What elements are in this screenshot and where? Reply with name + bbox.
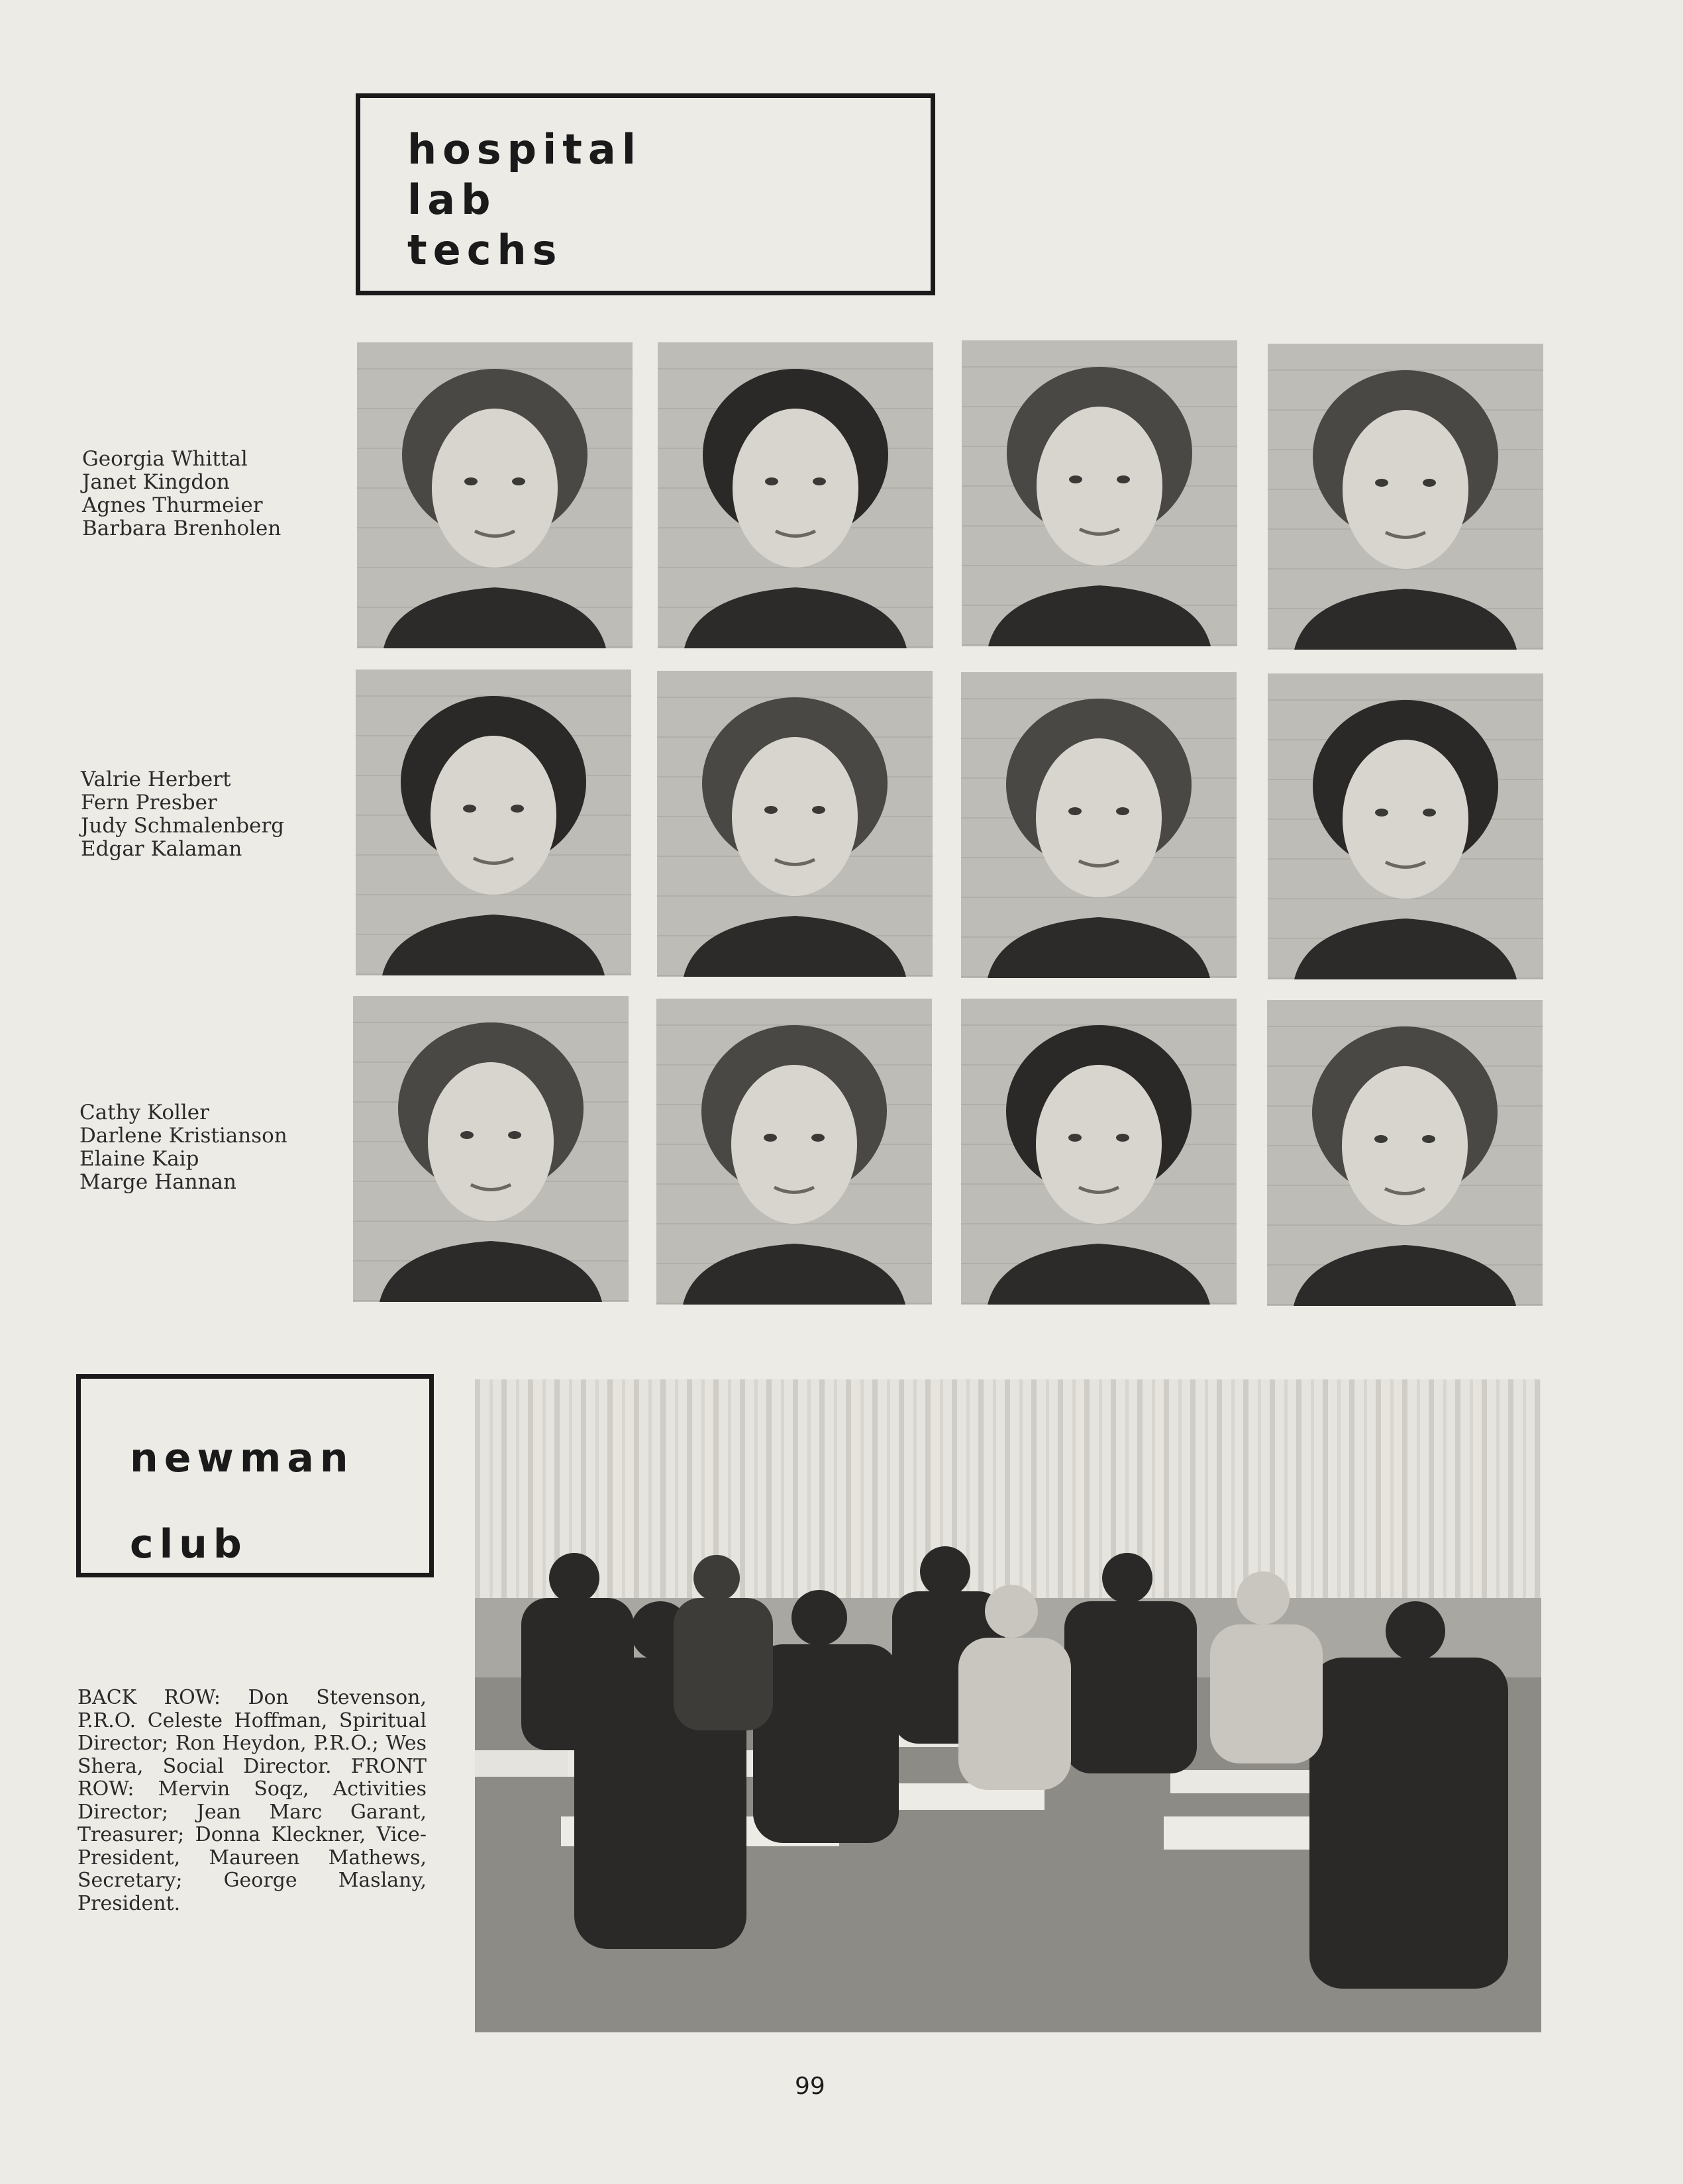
person-name: Agnes Thurmeier (82, 493, 263, 517)
person-name: Cathy Koller (79, 1101, 209, 1124)
person-name: Edgar Kalaman (81, 837, 242, 861)
name-list-row-1 (82, 448, 281, 540)
portrait-illustration (357, 342, 633, 648)
portrait-illustration (961, 999, 1237, 1305)
portrait-photo (961, 999, 1237, 1305)
portrait-photo (962, 340, 1237, 646)
portrait-illustration (656, 999, 932, 1305)
group-photo-illustration (475, 1379, 1541, 2032)
portrait-photo (657, 671, 933, 977)
title-line: lab (407, 175, 497, 224)
person-name: Barbara Brenholen (82, 517, 281, 540)
portrait-photo (357, 342, 633, 648)
portrait-illustration (1268, 344, 1543, 650)
portrait-illustration (961, 672, 1237, 978)
person-name: Marge Hannan (79, 1170, 236, 1194)
name-list-row-2 (81, 768, 284, 861)
person-name: Judy Schmalenberg (81, 814, 285, 838)
title-line: hospital (407, 125, 642, 174)
portrait-illustration (1267, 1000, 1543, 1306)
group-photo (475, 1379, 1541, 2032)
group-photo-caption: BACK ROW: Don Stevenson, P.R.O. Celeste Hoffman, Spiritual Director; Ron Heydon, P.R.O.; Wes Shera, Social Director. FRONT ROW: Mervin Soqz, Activities Director; Jean Marc Garant, Treasurer; Donna Kleckner, Vice-President, Maureen Mathews, Secretary; George Maslany, President. (77, 1686, 427, 1915)
portrait-illustration (657, 671, 933, 977)
title-line: club (130, 1521, 248, 1567)
person-name: Georgia Whittal (82, 447, 248, 471)
person-name: Darlene Kristianson (79, 1124, 287, 1148)
section-title-newman-club (76, 1374, 434, 1577)
portrait-photo (658, 342, 933, 648)
portrait-photo (353, 996, 629, 1302)
portrait-illustration (658, 342, 933, 648)
portrait-photo (656, 999, 932, 1305)
portrait-photo (1268, 673, 1543, 979)
portrait-photo (356, 670, 631, 975)
portrait-photo (1268, 344, 1543, 650)
page-number: 99 (795, 2073, 825, 2100)
person-name: Fern Presber (81, 791, 217, 815)
portrait-illustration (962, 340, 1237, 646)
person-name: Valrie Herbert (81, 768, 231, 791)
title-line: newman (130, 1435, 354, 1481)
person-name: Elaine Kaip (79, 1147, 199, 1171)
portrait-illustration (356, 670, 631, 975)
portrait-photo (961, 672, 1237, 978)
title-line: techs (407, 226, 563, 274)
person-name: Janet Kingdon (82, 470, 230, 494)
portrait-illustration (353, 996, 629, 1302)
name-list-row-3 (79, 1101, 287, 1194)
portrait-photo (1267, 1000, 1543, 1306)
section-title-hospital-lab-techs (356, 93, 935, 295)
portrait-illustration (1268, 673, 1543, 979)
